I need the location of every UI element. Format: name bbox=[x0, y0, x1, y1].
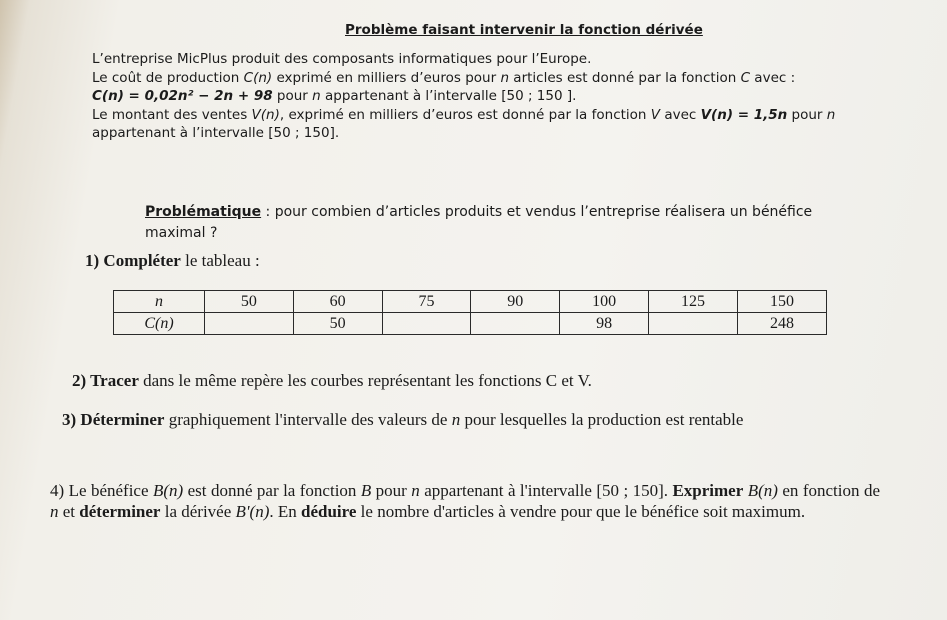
problematique-label: Problématique bbox=[145, 204, 262, 220]
table-cell bbox=[204, 313, 293, 335]
table-cell: 50 bbox=[293, 313, 382, 335]
table-cell: 75 bbox=[382, 291, 471, 313]
intro-line-4: Le montant des ventes V(n), exprimé en milliers d’euros est donné par la fonction V avec V(n) = 1,5n pour n bbox=[92, 106, 836, 123]
table-cell: 98 bbox=[560, 313, 649, 335]
table-header-cell: C(n) bbox=[114, 313, 205, 335]
question-2: 2) Tracer dans le même repère les courbes représentant les fonctions C et V. bbox=[72, 371, 592, 390]
page-title: Problème faisant intervenir la fonction dérivée bbox=[345, 22, 703, 38]
sales-formula: V(n) = 1,5n bbox=[700, 106, 788, 123]
table-row bbox=[114, 291, 827, 313]
intro-line-1: L’entreprise MicPlus produit des composants informatiques pour l’Europe. bbox=[92, 51, 592, 67]
table-cell: 150 bbox=[738, 291, 827, 313]
table-cell: 125 bbox=[649, 291, 738, 313]
question-1: 1) Compléter le tableau : bbox=[85, 251, 260, 270]
table-row bbox=[114, 313, 827, 335]
intro-paragraph bbox=[92, 50, 902, 143]
table-cell: 100 bbox=[560, 291, 649, 313]
table-cell bbox=[649, 313, 738, 335]
problematique: Problématique : pour combien d’articles produits et vendus l’entreprise réalisera un bénéfice maximal ? bbox=[145, 204, 813, 241]
table-cell bbox=[382, 313, 471, 335]
values-table bbox=[113, 290, 827, 335]
intro-line-3: C(n) = 0,02n² − 2n + 98 pour n appartenant à l’intervalle [50 ; 150 ]. bbox=[92, 88, 577, 104]
intro-line-2: Le coût de production C(n) exprimé en milliers d’euros pour n articles est donné par la fonction C avec : bbox=[92, 69, 796, 86]
table-cell: 248 bbox=[738, 313, 827, 335]
table-cell: 50 bbox=[204, 291, 293, 313]
table-header-cell: n bbox=[114, 291, 205, 313]
table-cell: 90 bbox=[471, 291, 560, 313]
table-cell bbox=[471, 313, 560, 335]
table-cell: 60 bbox=[293, 291, 382, 313]
intro-line-5: appartenant à l’intervalle [50 ; 150]. bbox=[92, 125, 340, 141]
question-4: 4) Le bénéfice B(n) est donné par la fonction B pour n appartenant à l'intervalle [50 ; 150]. Exprimer B(n) en fonction de n et déterminer la dérivée B'(n). En déduire le nombre d'articles à vendre pour que le bénéfice soit maximum. bbox=[50, 481, 880, 521]
question-3: 3) Déterminer graphiquement l'intervalle des valeurs de n pour lesquelles la production est rentable bbox=[62, 410, 744, 429]
cost-formula: C(n) = 0,02n² − 2n + 98 bbox=[92, 88, 273, 104]
